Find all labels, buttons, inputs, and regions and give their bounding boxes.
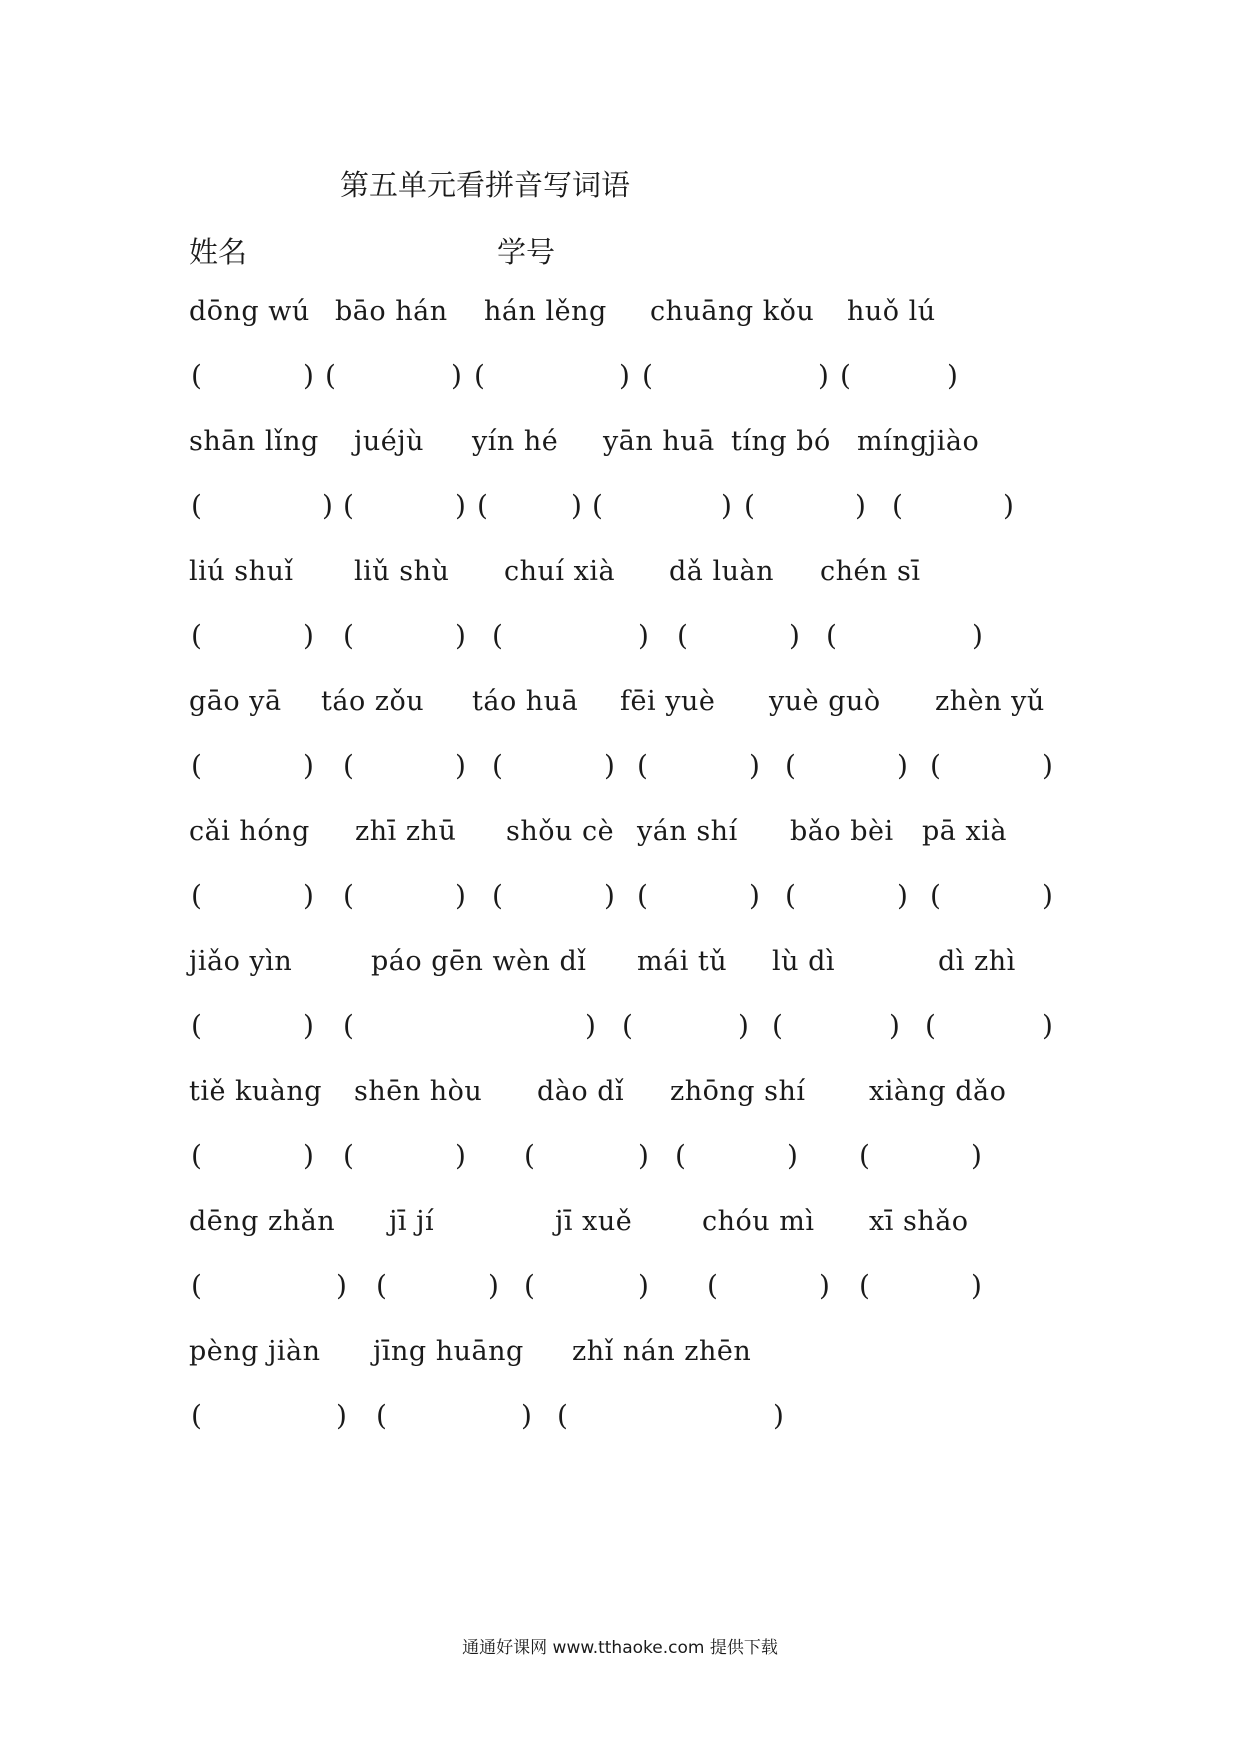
pinyin-row [0, 948, 1240, 1008]
right-paren: ) [303, 1009, 314, 1042]
answer-row [0, 1009, 1240, 1072]
answer-blank[interactable] [651, 882, 747, 916]
pinyin-word: chén sī [820, 556, 921, 587]
left-paren: ( [191, 489, 202, 522]
pinyin-word: tiě kuàng [189, 1076, 323, 1107]
pinyin-word: xī shǎo [869, 1206, 969, 1237]
student-id-label: 学号 [497, 235, 556, 269]
answer-blank[interactable] [205, 362, 300, 396]
pinyin-word: míngjiào [857, 426, 980, 457]
answer-row [0, 489, 1240, 552]
pinyin-word: shǒu cè [506, 816, 615, 847]
right-paren: ) [773, 1399, 784, 1432]
right-paren: ) [971, 1139, 982, 1172]
right-paren: ) [1042, 1009, 1053, 1042]
right-paren: ) [1042, 879, 1053, 912]
pinyin-word: fēi yuè [620, 686, 716, 717]
pinyin-row [0, 688, 1240, 748]
pinyin-word: pā xià [922, 816, 1007, 847]
left-paren: ( [325, 359, 336, 392]
left-paren: ( [191, 619, 202, 652]
answer-blank[interactable] [357, 1142, 452, 1176]
answer-blank[interactable] [357, 622, 452, 656]
footer-credit: 通通好课网 www.tthaoke.com 提供下载 [462, 1638, 778, 1658]
right-paren: ) [604, 879, 615, 912]
right-paren: ) [455, 619, 466, 652]
pinyin-word: lù dì [772, 946, 836, 977]
pinyin-word: shēn hòu [354, 1076, 483, 1107]
answer-blank[interactable] [488, 362, 616, 396]
answer-row [0, 879, 1240, 942]
pinyin-word: dēng zhǎn [189, 1206, 336, 1237]
answer-blank[interactable] [939, 1012, 1040, 1046]
answer-row [0, 359, 1240, 422]
answer-blank[interactable] [357, 492, 452, 526]
pinyin-word: táo huā [472, 686, 579, 717]
pinyin-word: tíng bó [731, 426, 831, 457]
left-paren: ( [191, 1139, 202, 1172]
answer-blank[interactable] [873, 1142, 969, 1176]
pinyin-word: yán shí [637, 816, 738, 847]
right-paren: ) [818, 359, 829, 392]
answer-blank[interactable] [786, 1012, 887, 1046]
left-paren: ( [637, 879, 648, 912]
right-paren: ) [303, 359, 314, 392]
left-paren: ( [707, 1269, 718, 1302]
answer-blank[interactable] [651, 752, 747, 786]
pinyin-row [0, 298, 1240, 358]
answer-blank[interactable] [656, 362, 816, 396]
left-paren: ( [557, 1399, 568, 1432]
left-paren: ( [637, 749, 648, 782]
left-paren: ( [191, 359, 202, 392]
right-paren: ) [488, 1269, 499, 1302]
left-paren: ( [492, 879, 503, 912]
answer-row [0, 619, 1240, 682]
answer-row [0, 1399, 1240, 1462]
right-paren: ) [889, 1009, 900, 1042]
pinyin-word: zhōng shí [670, 1076, 806, 1107]
pinyin-word: bāo hán [335, 296, 448, 327]
pinyin-word: yín hé [472, 426, 559, 457]
answer-blank[interactable] [205, 1272, 334, 1306]
left-paren: ( [524, 1269, 535, 1302]
answer-blank[interactable] [538, 1272, 636, 1306]
worksheet-title: 第五单元看拼音写词语 [340, 168, 631, 202]
pinyin-word: dōng wú [189, 296, 310, 327]
answer-blank[interactable] [205, 1402, 334, 1436]
answer-blank[interactable] [506, 752, 602, 786]
left-paren: ( [925, 1009, 936, 1042]
pinyin-word: shān lǐng [189, 426, 319, 457]
answer-blank[interactable] [944, 752, 1040, 786]
right-paren: ) [521, 1399, 532, 1432]
right-paren: ) [638, 1139, 649, 1172]
right-paren: ) [819, 1269, 830, 1302]
right-paren: ) [619, 359, 630, 392]
right-paren: ) [455, 879, 466, 912]
pinyin-row [0, 558, 1240, 618]
left-paren: ( [859, 1269, 870, 1302]
answer-blank[interactable] [799, 752, 895, 786]
answer-blank[interactable] [873, 1272, 969, 1306]
right-paren: ) [1042, 749, 1053, 782]
answer-blank[interactable] [205, 752, 300, 786]
answer-blank[interactable] [854, 362, 944, 396]
pinyin-word: jīng huāng [373, 1336, 524, 1367]
pinyin-word: chóu mì [702, 1206, 815, 1237]
right-paren: ) [721, 489, 732, 522]
answer-blank[interactable] [506, 882, 602, 916]
left-paren: ( [622, 1009, 633, 1042]
left-paren: ( [376, 1269, 387, 1302]
right-paren: ) [585, 1009, 596, 1042]
pinyin-word: zhèn yǔ [935, 686, 1045, 717]
right-paren: ) [972, 619, 983, 652]
right-paren: ) [749, 749, 760, 782]
pinyin-word: gāo yā [189, 686, 282, 717]
pinyin-word: hán lěng [484, 296, 607, 327]
left-paren: ( [343, 489, 354, 522]
pinyin-word: xiàng dǎo [869, 1076, 1007, 1107]
pinyin-word: jī xuě [555, 1206, 633, 1237]
left-paren: ( [840, 359, 851, 392]
answer-blank[interactable] [506, 622, 636, 656]
left-paren: ( [492, 619, 503, 652]
right-paren: ) [322, 489, 333, 522]
pinyin-word: dǎ luàn [669, 556, 774, 587]
left-paren: ( [191, 879, 202, 912]
left-paren: ( [376, 1399, 387, 1432]
pinyin-word: dì zhì [938, 946, 1016, 977]
left-paren: ( [675, 1139, 686, 1172]
answer-blank[interactable] [205, 882, 300, 916]
left-paren: ( [191, 1269, 202, 1302]
left-paren: ( [785, 749, 796, 782]
right-paren: ) [451, 359, 462, 392]
pinyin-word: pèng jiàn [189, 1336, 321, 1367]
left-paren: ( [892, 489, 903, 522]
answer-blank[interactable] [571, 1402, 771, 1436]
right-paren: ) [303, 1139, 314, 1172]
left-paren: ( [744, 489, 755, 522]
answer-blank[interactable] [721, 1272, 817, 1306]
answer-row [0, 1139, 1240, 1202]
answer-row [0, 749, 1240, 812]
right-paren: ) [571, 489, 582, 522]
left-paren: ( [859, 1139, 870, 1172]
right-paren: ) [336, 1399, 347, 1432]
left-paren: ( [191, 1399, 202, 1432]
answer-blank[interactable] [357, 752, 452, 786]
pinyin-word: zhī zhū [355, 816, 457, 847]
right-paren: ) [897, 879, 908, 912]
pinyin-word: chuí xià [504, 556, 616, 587]
left-paren: ( [642, 359, 653, 392]
left-paren: ( [343, 1009, 354, 1042]
left-paren: ( [191, 749, 202, 782]
right-paren: ) [947, 359, 958, 392]
pinyin-row [0, 1078, 1240, 1138]
answer-blank[interactable] [799, 882, 895, 916]
left-paren: ( [772, 1009, 783, 1042]
right-paren: ) [303, 879, 314, 912]
right-paren: ) [303, 619, 314, 652]
pinyin-word: liú shuǐ [189, 556, 294, 587]
answer-blank[interactable] [205, 622, 300, 656]
answer-blank[interactable] [357, 882, 452, 916]
right-paren: ) [638, 619, 649, 652]
left-paren: ( [930, 749, 941, 782]
pinyin-word: liǔ shù [354, 556, 450, 587]
pinyin-word: huǒ lú [847, 296, 936, 327]
pinyin-word: cǎi hóng [189, 816, 310, 847]
right-paren: ) [638, 1269, 649, 1302]
answer-blank[interactable] [205, 1012, 300, 1046]
answer-blank[interactable] [205, 1142, 300, 1176]
left-paren: ( [474, 359, 485, 392]
right-paren: ) [738, 1009, 749, 1042]
right-paren: ) [303, 749, 314, 782]
answer-blank[interactable] [538, 1142, 636, 1176]
answer-blank[interactable] [691, 622, 787, 656]
right-paren: ) [971, 1269, 982, 1302]
right-paren: ) [749, 879, 760, 912]
answer-blank[interactable] [840, 622, 970, 656]
left-paren: ( [492, 749, 503, 782]
pinyin-word: yuè guò [769, 686, 881, 717]
pinyin-word: táo zǒu [321, 686, 425, 717]
answer-blank[interactable] [636, 1012, 736, 1046]
left-paren: ( [592, 489, 603, 522]
pinyin-row [0, 1338, 1240, 1398]
answer-blank[interactable] [339, 362, 449, 396]
pinyin-row [0, 428, 1240, 488]
answer-blank[interactable] [906, 492, 1001, 526]
right-paren: ) [789, 619, 800, 652]
answer-blank[interactable] [390, 1272, 486, 1306]
left-paren: ( [343, 749, 354, 782]
answer-blank[interactable] [689, 1142, 785, 1176]
right-paren: ) [787, 1139, 798, 1172]
left-paren: ( [524, 1139, 535, 1172]
pinyin-word: jī jí [389, 1206, 435, 1237]
pinyin-row [0, 818, 1240, 878]
left-paren: ( [826, 619, 837, 652]
left-paren: ( [785, 879, 796, 912]
answer-blank[interactable] [944, 882, 1040, 916]
right-paren: ) [455, 489, 466, 522]
answer-blank[interactable] [606, 492, 719, 526]
right-paren: ) [897, 749, 908, 782]
pinyin-word: bǎo bèi [790, 816, 894, 847]
answer-blank[interactable] [491, 492, 569, 526]
left-paren: ( [677, 619, 688, 652]
right-paren: ) [336, 1269, 347, 1302]
right-paren: ) [604, 749, 615, 782]
answer-blank[interactable] [390, 1402, 519, 1436]
pinyin-word: dào dǐ [537, 1076, 625, 1107]
right-paren: ) [1003, 489, 1014, 522]
pinyin-word: páo gēn wèn dǐ [371, 946, 587, 977]
left-paren: ( [477, 489, 488, 522]
pinyin-word: juéjù [354, 426, 424, 457]
pinyin-word: zhǐ nán zhēn [572, 1336, 752, 1367]
right-paren: ) [455, 1139, 466, 1172]
name-label: 姓名 [189, 235, 248, 269]
pinyin-word: chuāng kǒu [650, 296, 815, 327]
answer-row [0, 1269, 1240, 1332]
left-paren: ( [930, 879, 941, 912]
pinyin-row [0, 1208, 1240, 1268]
pinyin-word: mái tǔ [637, 946, 728, 977]
left-paren: ( [343, 879, 354, 912]
pinyin-word: jiǎo yìn [189, 946, 293, 977]
answer-blank[interactable] [758, 492, 853, 526]
left-paren: ( [343, 619, 354, 652]
left-paren: ( [191, 1009, 202, 1042]
left-paren: ( [343, 1139, 354, 1172]
pinyin-word: yān huā [603, 426, 715, 457]
answer-blank[interactable] [357, 1012, 583, 1046]
right-paren: ) [455, 749, 466, 782]
answer-blank[interactable] [205, 492, 320, 526]
right-paren: ) [855, 489, 866, 522]
